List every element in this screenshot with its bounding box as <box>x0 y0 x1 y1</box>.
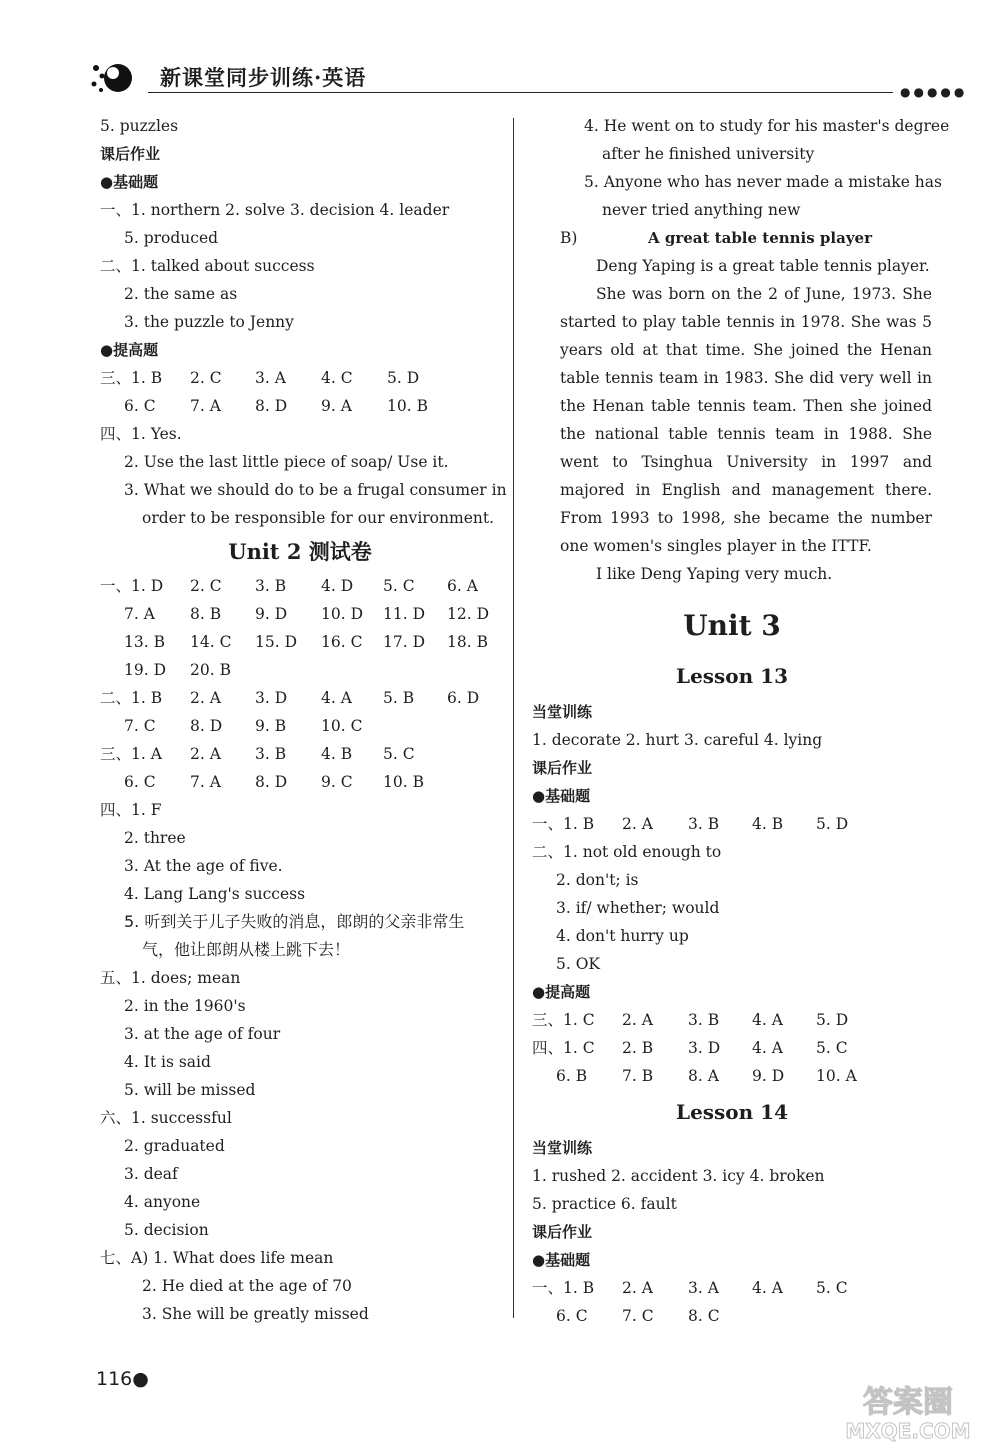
left-column <box>100 112 507 1328</box>
answer-line: 2. in the 1960's <box>124 997 246 1015</box>
answer-item: 8. C <box>688 1307 720 1325</box>
answer-line: 一、1. northern 2. solve 3. decision 4. leader <box>100 201 450 219</box>
answer-line: order to be responsible for our environment. <box>142 509 495 527</box>
answer-item: 四、1. C <box>532 1039 595 1057</box>
answer-item: 一、1. B <box>532 1279 595 1297</box>
answer-item: 5. D <box>387 369 420 387</box>
answer-item: 4. A <box>752 1279 783 1297</box>
answer-item: 8. D <box>255 397 288 415</box>
header-dots: ●●●●● <box>900 85 968 99</box>
watermark-logo <box>818 1380 998 1444</box>
answer-item: 2. C <box>190 577 222 595</box>
answer-item: 2. A <box>622 1279 653 1297</box>
answer-item: 8. B <box>190 605 222 623</box>
answer-item: 7. A <box>190 773 221 791</box>
answer-item: 6. C <box>556 1307 588 1325</box>
answer-item: 17. D <box>383 633 426 651</box>
answer-item: 3. B <box>255 577 287 595</box>
answer-item: 11. D <box>383 605 426 623</box>
answer-item: 14. C <box>190 633 232 651</box>
answer-line: 1. rushed 2. accident 3. icy 4. broken <box>532 1167 825 1185</box>
answer-item: 20. B <box>190 661 231 679</box>
answer-line: 3. At the age of five. <box>124 857 283 875</box>
section-heading: 当堂训练 <box>532 703 593 721</box>
unit-heading: Unit 3 <box>683 609 781 642</box>
answer-row <box>100 628 500 656</box>
answer-line: 4. It is said <box>124 1053 211 1071</box>
answer-item: 9. D <box>752 1067 785 1085</box>
answer-row <box>100 392 500 420</box>
answer-item: 5. B <box>383 689 415 707</box>
subsection-heading: ●基础题 <box>100 173 159 191</box>
answer-item: 15. D <box>255 633 298 651</box>
column-divider <box>513 118 514 1318</box>
answer-item: 7. C <box>622 1307 654 1325</box>
answer-item: 3. B <box>688 1011 720 1029</box>
answer-line: 5. Anyone who has never made a mistake has <box>584 173 942 191</box>
answer-row <box>100 572 500 600</box>
answer-item: 2. A <box>190 745 221 763</box>
answer-item: 5. D <box>816 1011 849 1029</box>
answer-row <box>100 768 500 796</box>
answer-item: 2. A <box>622 1011 653 1029</box>
answer-line: 5. practice 6. fault <box>532 1195 677 1213</box>
answer-item: 2. A <box>190 689 221 707</box>
answer-row <box>532 1062 932 1090</box>
answer-item: 6. B <box>556 1067 588 1085</box>
answer-item: 3. D <box>688 1039 721 1057</box>
subsection-heading: ●基础题 <box>532 1251 591 1269</box>
answer-line: 2. don't; is <box>556 871 639 889</box>
answer-item: 7. A <box>124 605 155 623</box>
answer-line: never tried anything new <box>602 201 801 219</box>
answer-item: 三、1. B <box>100 369 163 387</box>
page-number <box>96 1368 149 1390</box>
answer-line: 3. What we should do to be a frugal consumer in <box>124 481 507 499</box>
answer-row <box>532 1274 932 1302</box>
answer-line: 5. puzzles <box>100 117 179 135</box>
answer-line: 4. don't hurry up <box>556 927 689 945</box>
answer-item: 6. D <box>447 689 480 707</box>
answer-item: 5. C <box>383 577 415 595</box>
answer-item: 4. A <box>321 689 352 707</box>
answer-item: 一、1. D <box>100 577 164 595</box>
answer-line: 2. graduated <box>124 1137 225 1155</box>
answer-line: after he finished university <box>602 145 815 163</box>
watermark-top: 答案圈 <box>863 1385 953 1420</box>
answer-row <box>100 740 500 768</box>
answer-line: 3. deaf <box>124 1165 178 1183</box>
article-paragraph: She was born on the 2 of June, 1973. She started to play table tennis in 1978. She was 5 years old at that time. She joined the Henan table tennis team in 1983. She did very well in the Henan table tennis team. Then she joined the national table tennis team in 1988. She went to Tsinghua University in 1997 and majored in English and management there. From 1993 to 1998, she became the number one women's singles player in the ITTF. <box>560 285 932 555</box>
answer-line: 5. produced <box>124 229 219 247</box>
answer-item: 8. A <box>688 1067 719 1085</box>
answer-row <box>100 712 500 740</box>
answer-item: 4. A <box>752 1011 783 1029</box>
answer-item: 6. A <box>447 577 478 595</box>
answer-line: 2. He died at the age of 70 <box>142 1277 352 1295</box>
answer-item: 二、1. B <box>100 689 163 707</box>
answer-item: 3. B <box>688 815 720 833</box>
answer-item: 4. B <box>752 815 784 833</box>
answer-line: 4. anyone <box>124 1193 201 1211</box>
answer-line: 3. if/ whether; would <box>556 899 720 917</box>
answer-line: 2. three <box>124 829 186 847</box>
section-heading: 当堂训练 <box>532 1139 593 1157</box>
answer-line: 3. She will be greatly missed <box>142 1305 369 1323</box>
answer-item: 4. C <box>321 369 353 387</box>
answer-line: 2. Use the last little piece of soap/ Use it. <box>124 453 449 471</box>
answer-item: 3. D <box>255 689 288 707</box>
answer-item: 18. B <box>447 633 488 651</box>
answer-item: 12. D <box>447 605 490 623</box>
answer-line: 七、A) 1. What does life mean <box>100 1249 334 1267</box>
answer-row <box>100 656 500 684</box>
answer-line: 二、1. talked about success <box>100 257 315 275</box>
logo-icon <box>88 58 143 98</box>
answer-item: 8. D <box>190 717 223 735</box>
article-body <box>532 252 932 588</box>
answer-item: 3. B <box>255 745 287 763</box>
answer-item: 一、1. B <box>532 815 595 833</box>
answer-line: 5. decision <box>124 1221 209 1239</box>
answer-item: 5. C <box>816 1279 848 1297</box>
answer-item: 4. A <box>752 1039 783 1057</box>
answer-item: 4. D <box>321 577 354 595</box>
answer-line: 3. at the age of four <box>124 1025 281 1043</box>
answer-item: 9. D <box>255 605 288 623</box>
answer-item: 2. C <box>190 369 222 387</box>
answer-item: 10. A <box>816 1067 857 1085</box>
answer-row <box>100 600 500 628</box>
answer-row <box>532 1006 932 1034</box>
answer-row <box>532 1302 932 1330</box>
lesson-heading: Lesson 14 <box>676 1100 788 1124</box>
book-title: 新课堂同步训练·英语 <box>160 65 367 90</box>
answer-line: 5. OK <box>556 955 601 973</box>
article-paragraph: I like Deng Yaping very much. <box>596 565 833 583</box>
answer-item: 10. B <box>387 397 428 415</box>
answer-line: 四、1. F <box>100 801 162 819</box>
answer-item: 4. B <box>321 745 353 763</box>
subsection-heading: ●提高题 <box>100 341 159 359</box>
answer-item: 三、1. C <box>532 1011 595 1029</box>
section-heading: 课后作业 <box>100 145 161 163</box>
answer-item: 9. A <box>321 397 352 415</box>
answer-item: 7. C <box>124 717 156 735</box>
answer-item: 5. D <box>816 815 849 833</box>
subsection-heading: ●提高题 <box>532 983 591 1001</box>
right-column <box>532 112 950 1330</box>
answer-item: 5. C <box>816 1039 848 1057</box>
answer-item: 9. B <box>255 717 287 735</box>
answer-item: 10. C <box>321 717 363 735</box>
answer-item: 3. A <box>688 1279 719 1297</box>
answer-item: 2. B <box>622 1039 654 1057</box>
article-paragraph: Deng Yaping is a great table tennis player. <box>596 257 930 275</box>
answer-line: 4. He went on to study for his master's degree <box>584 117 950 135</box>
answer-row <box>532 810 932 838</box>
answer-item: 9. C <box>321 773 353 791</box>
answer-item: 10. D <box>321 605 364 623</box>
answer-line: 1. decorate 2. hurt 3. careful 4. lying <box>532 731 823 749</box>
answer-line: 5. 听到关于儿子失败的消息，郎朗的父亲非常生 <box>124 912 465 931</box>
answer-line: 二、1. not old enough to <box>532 843 722 861</box>
header-rule <box>148 92 893 93</box>
answer-line: 5. will be missed <box>124 1081 256 1099</box>
lesson-heading: Lesson 13 <box>676 664 788 688</box>
answer-line: 气，他让郎朗从楼上跳下去！ <box>142 940 351 959</box>
answer-row <box>100 684 500 712</box>
answer-item: 三、1. A <box>100 745 162 763</box>
answer-item: 8. D <box>255 773 288 791</box>
answer-item: 5. C <box>383 745 415 763</box>
page-header <box>88 58 968 99</box>
answer-item: 19. D <box>124 661 167 679</box>
page-number-text: 116 <box>96 1368 133 1390</box>
answer-item: 6. C <box>124 773 156 791</box>
article-heading <box>532 224 932 252</box>
answer-line: 2. the same as <box>124 285 238 303</box>
answer-item: 13. B <box>124 633 165 651</box>
answer-row <box>532 1034 932 1062</box>
section-heading: 课后作业 <box>532 759 593 777</box>
watermark-bottom: MXQE.COM <box>845 1419 971 1443</box>
answer-line: 3. the puzzle to Jenny <box>124 313 294 331</box>
page-dot: ● <box>132 1368 149 1390</box>
answer-line: 4. Lang Lang's success <box>124 885 306 903</box>
unit2-test-title: Unit 2 测试卷 <box>228 539 372 564</box>
answer-line: 四、1. Yes. <box>100 425 182 443</box>
answer-item: 3. A <box>255 369 286 387</box>
answer-item: 10. B <box>383 773 424 791</box>
answer-line: 六、1. successful <box>100 1109 232 1127</box>
answer-line: 五、1. does; mean <box>100 969 241 987</box>
answer-row <box>100 364 500 392</box>
answer-item: 7. A <box>190 397 221 415</box>
answer-item: 6. C <box>124 397 156 415</box>
part-label: B) <box>560 229 578 247</box>
section-heading: 课后作业 <box>532 1223 593 1241</box>
subsection-heading: ●基础题 <box>532 787 591 805</box>
answer-item: 7. B <box>622 1067 654 1085</box>
answer-item: 16. C <box>321 633 363 651</box>
article-title: A great table tennis player <box>648 229 872 247</box>
answer-item: 2. A <box>622 815 653 833</box>
